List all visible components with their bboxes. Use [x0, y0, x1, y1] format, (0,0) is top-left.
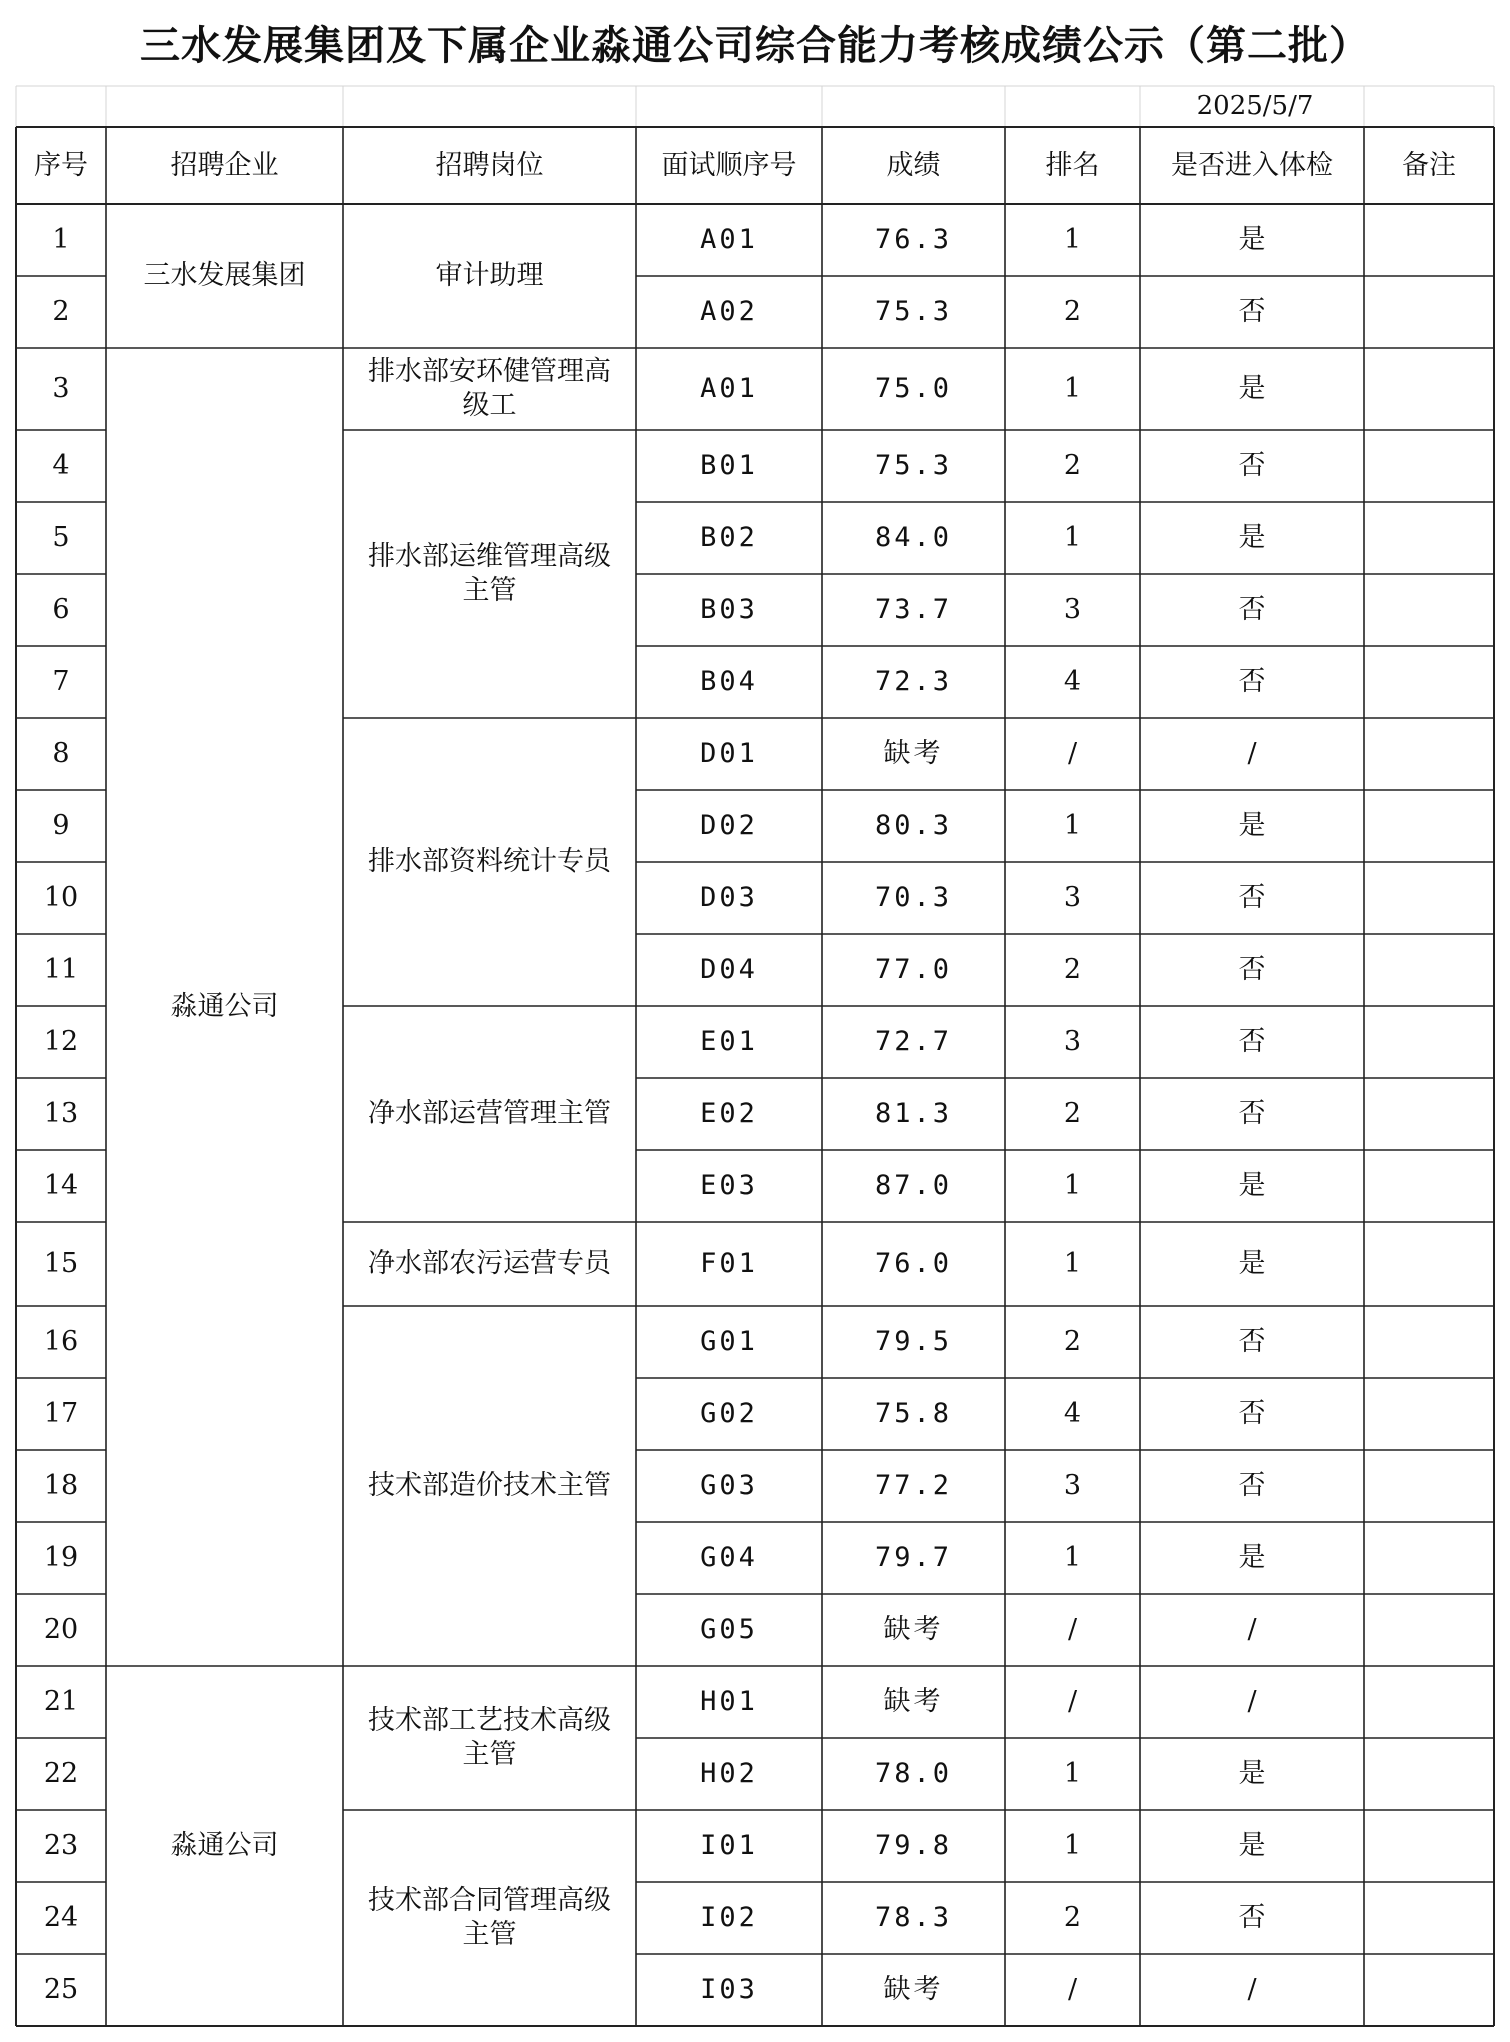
interview-order-cell: A01 [700, 373, 758, 405]
publish-date: 2025/5/7 [1196, 91, 1314, 121]
physical-exam-cell: 是 [1238, 810, 1266, 842]
row-seq-cell: 18 [43, 1470, 79, 1502]
interview-order-cell: F01 [700, 1248, 758, 1280]
rank-cell: 1 [1063, 810, 1082, 842]
physical-exam-cell: 否 [1238, 450, 1266, 482]
row-seq-cell: 12 [43, 1026, 79, 1058]
rank-cell: 2 [1063, 954, 1082, 986]
interview-order-cell: G03 [700, 1470, 758, 1502]
physical-exam-cell: 否 [1238, 296, 1266, 328]
row-seq-cell: 16 [43, 1326, 79, 1358]
score-cell: 76.3 [874, 224, 953, 256]
rank-cell: 3 [1063, 882, 1082, 914]
interview-order-cell: A02 [700, 296, 758, 328]
score-cell: 75.3 [874, 296, 953, 328]
score-cell: 84.0 [874, 522, 953, 554]
interview-order-cell: H02 [700, 1758, 758, 1790]
row-seq-cell: 25 [43, 1974, 79, 2006]
rank-cell: 1 [1063, 1170, 1082, 1202]
interview-order-cell: D03 [700, 882, 758, 914]
row-seq-cell: 7 [52, 666, 70, 698]
rank-cell: 2 [1063, 296, 1082, 328]
row-seq-cell: 23 [43, 1830, 79, 1862]
rank-cell: 1 [1063, 522, 1082, 554]
row-seq-cell: 8 [52, 738, 70, 770]
page-title: 三水发展集团及下属企业淼通公司综合能力考核成绩公示（第二批） [140, 22, 1370, 69]
physical-exam-cell: 否 [1238, 954, 1266, 986]
rank-cell: 2 [1063, 1326, 1082, 1358]
row-seq-cell: 15 [43, 1248, 79, 1280]
score-cell: 70.3 [874, 882, 953, 914]
score-cell: 87.0 [874, 1170, 953, 1202]
interview-order-cell: I02 [700, 1902, 758, 1934]
physical-exam-cell: / [1247, 738, 1257, 770]
company-cell: 淼通公司 [170, 1830, 279, 1862]
row-seq-cell: 4 [52, 450, 70, 482]
score-cell: 77.0 [874, 954, 953, 986]
position-cell: 排水部安环健管理高级工 [368, 356, 611, 421]
header-score: 成绩 [886, 149, 941, 181]
position-cell: 净水部运营管理主管 [368, 1098, 611, 1130]
physical-exam-cell: 否 [1238, 1470, 1266, 1502]
interview-order-cell: H01 [700, 1686, 758, 1718]
rank-cell: 2 [1063, 1098, 1082, 1130]
physical-exam-cell: 是 [1238, 373, 1266, 405]
row-seq-cell: 6 [52, 594, 70, 626]
physical-exam-cell: 否 [1238, 882, 1266, 914]
row-seq-cell: 20 [43, 1614, 79, 1646]
physical-exam-cell: 否 [1238, 1326, 1266, 1358]
row-seq-cell: 10 [43, 882, 79, 914]
position-cell: 排水部运维管理高级主管 [368, 541, 611, 606]
interview-order-cell: E02 [700, 1098, 758, 1130]
physical-exam-cell: 是 [1238, 522, 1266, 554]
interview-order-cell: E03 [700, 1170, 758, 1202]
header-company: 招聘企业 [170, 149, 279, 181]
physical-exam-cell: 是 [1238, 224, 1266, 256]
score-cell: 缺考 [883, 1686, 944, 1718]
score-cell: 73.7 [874, 594, 953, 626]
rank-cell: 3 [1063, 594, 1082, 626]
position-cell: 技术部工艺技术高级主管 [368, 1705, 611, 1770]
rank-cell: 4 [1063, 666, 1082, 698]
header-interview-order: 面试顺序号 [661, 149, 797, 181]
position-cell: 净水部农污运营专员 [368, 1248, 611, 1280]
row-seq-cell: 21 [43, 1686, 79, 1718]
interview-order-cell: E01 [700, 1026, 758, 1058]
physical-exam-cell: 否 [1238, 594, 1266, 626]
row-seq-cell: 9 [52, 810, 70, 842]
physical-exam-cell: 是 [1238, 1758, 1266, 1790]
physical-exam-cell: 否 [1238, 666, 1266, 698]
rank-cell: 1 [1063, 1542, 1082, 1574]
position-cell: 审计助理 [435, 260, 544, 292]
rank-cell: / [1067, 1614, 1078, 1646]
interview-order-cell: G02 [700, 1398, 758, 1430]
interview-order-cell: G04 [700, 1542, 758, 1574]
score-cell: 78.0 [874, 1758, 953, 1790]
physical-exam-cell: 否 [1238, 1902, 1266, 1934]
score-cell: 缺考 [883, 738, 944, 770]
interview-order-cell: B03 [700, 594, 758, 626]
score-cell: 81.3 [874, 1098, 953, 1130]
header-position: 招聘岗位 [435, 149, 544, 181]
interview-order-cell: B02 [700, 522, 758, 554]
row-seq-cell: 1 [52, 224, 70, 256]
interview-order-cell: G01 [700, 1326, 758, 1358]
row-seq-cell: 17 [43, 1398, 79, 1430]
position-cell: 技术部造价技术主管 [368, 1470, 611, 1502]
interview-order-cell: I01 [700, 1830, 758, 1862]
rank-cell: / [1067, 1974, 1078, 2006]
interview-order-cell: G05 [700, 1614, 758, 1646]
position-cell: 技术部合同管理高级主管 [368, 1885, 611, 1950]
physical-exam-cell: 否 [1238, 1026, 1266, 1058]
rank-cell: 2 [1063, 450, 1082, 482]
score-cell: 缺考 [883, 1974, 944, 2006]
score-cell: 79.5 [874, 1326, 953, 1358]
rank-cell: / [1067, 738, 1078, 770]
row-seq-cell: 5 [52, 522, 70, 554]
physical-exam-cell: / [1247, 1614, 1257, 1646]
row-seq-cell: 19 [43, 1542, 79, 1574]
row-seq-cell: 14 [43, 1170, 79, 1202]
interview-order-cell: B01 [700, 450, 758, 482]
score-cell: 78.3 [874, 1902, 953, 1934]
score-cell: 77.2 [874, 1470, 953, 1502]
rank-cell: 1 [1063, 1248, 1082, 1280]
score-cell: 79.8 [874, 1830, 953, 1862]
rank-cell: 4 [1063, 1398, 1082, 1430]
row-seq-cell: 2 [52, 296, 70, 328]
row-seq-cell: 13 [43, 1098, 79, 1130]
header-seq: 序号 [34, 149, 88, 181]
score-cell: 72.7 [874, 1026, 953, 1058]
score-cell: 80.3 [874, 810, 953, 842]
rank-cell: 2 [1063, 1902, 1082, 1934]
score-cell: 79.7 [874, 1542, 953, 1574]
physical-exam-cell: 是 [1238, 1170, 1266, 1202]
row-seq-cell: 11 [43, 954, 79, 986]
interview-order-cell: D02 [700, 810, 758, 842]
rank-cell: 3 [1063, 1470, 1082, 1502]
rank-cell: 1 [1063, 1758, 1082, 1790]
header-physical-exam: 是否进入体检 [1171, 149, 1333, 181]
header-rank: 排名 [1045, 149, 1100, 181]
score-cell: 76.0 [874, 1248, 953, 1280]
interview-order-cell: I03 [700, 1974, 758, 2006]
rank-cell: / [1067, 1686, 1078, 1718]
row-seq-cell: 24 [43, 1902, 79, 1934]
company-cell: 三水发展集团 [143, 260, 306, 292]
physical-exam-cell: 否 [1238, 1398, 1266, 1430]
row-seq-cell: 3 [52, 373, 70, 405]
rank-cell: 1 [1063, 373, 1082, 405]
physical-exam-cell: 是 [1238, 1830, 1266, 1862]
score-cell: 缺考 [883, 1614, 944, 1646]
score-cell: 75.3 [874, 450, 953, 482]
rank-cell: 1 [1063, 224, 1082, 256]
header-remark: 备注 [1402, 149, 1456, 181]
physical-exam-cell: / [1247, 1686, 1257, 1718]
score-cell: 75.8 [874, 1398, 953, 1430]
position-cell: 排水部资料统计专员 [368, 846, 611, 878]
interview-order-cell: B04 [700, 666, 758, 698]
score-cell: 75.0 [874, 373, 953, 405]
physical-exam-cell: 是 [1238, 1542, 1266, 1574]
physical-exam-cell: / [1247, 1974, 1257, 2006]
rank-cell: 3 [1063, 1026, 1082, 1058]
physical-exam-cell: 是 [1238, 1248, 1266, 1280]
score-cell: 72.3 [874, 666, 953, 698]
rank-cell: 1 [1063, 1830, 1082, 1862]
interview-order-cell: A01 [700, 224, 758, 256]
company-cell: 淼通公司 [170, 991, 279, 1023]
interview-order-cell: D04 [700, 954, 758, 986]
interview-order-cell: D01 [700, 738, 758, 770]
physical-exam-cell: 否 [1238, 1098, 1266, 1130]
row-seq-cell: 22 [43, 1758, 79, 1790]
